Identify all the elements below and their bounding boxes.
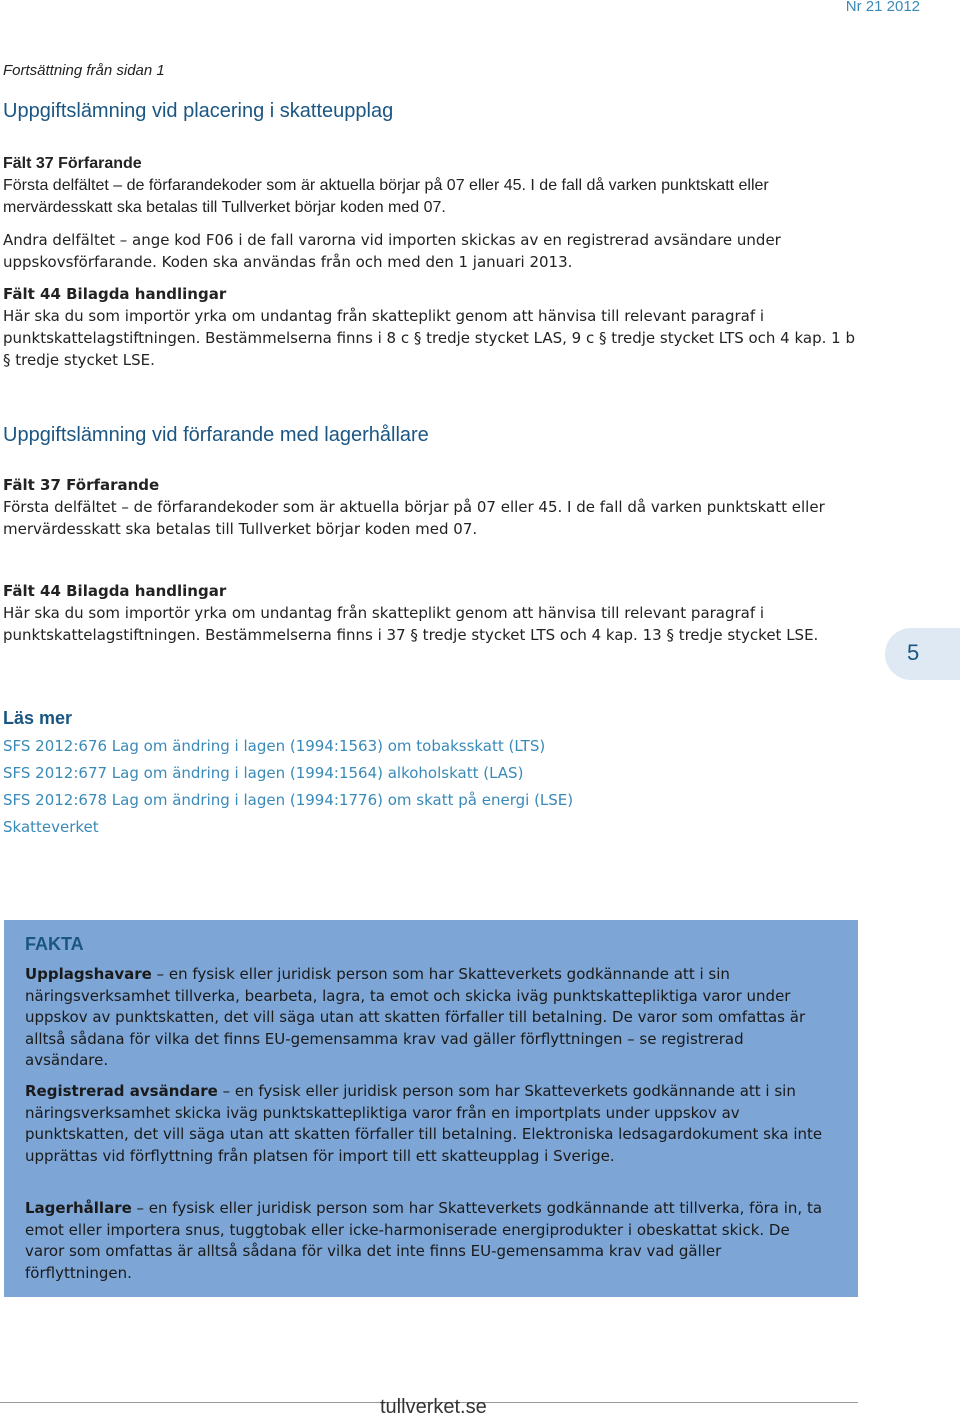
continued-note: Fortsättning från sidan 1 — [3, 62, 165, 79]
definition-lagerhallare: – en fysisk eller juridisk person som har Skatteverkets godkännande att tillverka, föra in, ta emot eller importera snus, tuggtobak eller icke-harmoniserade energiprodukter i obeskattat skick. De varor som omfattas är alltså sådana för vilka det inte finns EU-gemensamma krav vad gäller förflyttningen. — [25, 1199, 823, 1282]
read-more-title: Läs mer — [3, 708, 73, 728]
fakta-title: FAKTA — [25, 934, 84, 954]
read-more-links — [3, 733, 573, 841]
definition-registrerad-avsandare: – en fysisk eller juridisk person som har Skatteverkets godkännande att i sin näringsverksamhet skicka iväg punktskattepliktiga varor från en importplats under uppskov av punktskatten, det vill säga utan att skatten förfaller till betalning. Elektroniska ledsagardokument ska inte upprättas vid förflyttning från platsen för import till ett skatteupplag i Sverige. — [25, 1082, 823, 1165]
section-title-skatteupplag: Uppgiftslämning vid placering i skatteupplag — [3, 100, 394, 122]
link-skatteverket[interactable]: Skatteverket — [3, 818, 99, 836]
term-upplagshavare: Upplagshavare — [25, 965, 152, 983]
link-sfs-2012-676[interactable]: SFS 2012:676 Lag om ändring i lagen (1994:1563) om tobaksskatt (LTS) — [3, 737, 546, 755]
fakta-box — [4, 920, 858, 1297]
field-44-label: Fält 44 Bilagda handlingar — [3, 582, 227, 600]
field-44-text: Här ska du som importör yrka om undantag från skatteplikt genom att hänvisa till relevant paragraf i punktskattelagstiftningen. Bestämmelserna finns i 8 c § tredje stycket LAS, 9 c § tredje stycket LTS och 4 kap. 1 b § tredje stycket LSE. — [3, 307, 855, 369]
section-skatteupplag-body — [3, 153, 858, 371]
fakta-registrerad-avsandare — [25, 1081, 825, 1167]
field-44-label: Fält 44 Bilagda handlingar — [3, 285, 227, 303]
section-title-lagerhallare: Uppgiftslämning vid förfarande med lagerhållare — [3, 424, 429, 446]
field-37-text-2: Andra delfältet – ange kod F06 i de fall varorna vid importen skickas av en registrerad avsändare under uppskovsförfarande. Koden ska användas från och med den 1 januari 2013. — [3, 231, 781, 271]
term-lagerhallare: Lagerhållare — [25, 1199, 132, 1217]
field-37-text: Första delfältet – de förfarandekoder som är aktuella börjar på 07 eller 45. I de fall då varken punktskatt eller mervärdesskatt ska betalas till Tullverket börjar koden med 07. — [3, 498, 825, 538]
fakta-upplagshavare — [25, 964, 825, 1072]
field-37-label: Fält 37 Förfarande — [3, 476, 160, 494]
footer-site: tullverket.se — [380, 1396, 487, 1418]
link-sfs-2012-678[interactable]: SFS 2012:678 Lag om ändring i lagen (1994:1776) om skatt på energi (LSE) — [3, 791, 574, 809]
field-37-label: Fält 37 Förfarande — [3, 155, 142, 172]
issue-number: Nr 21 2012 — [845, 0, 920, 15]
fakta-lagerhallare — [25, 1198, 825, 1284]
field-37-text-1: Första delfältet – de förfarandekoder som är aktuella börjar på 07 eller 45. I de fall då varken punktskatt eller mervärdesskatt ska betalas till Tullverket börjar koden med 07. — [3, 177, 769, 216]
field-44-text: Här ska du som importör yrka om undantag från skatteplikt genom att hänvisa till relevant paragraf i punktskattelagstiftningen. Bestämmelserna finns i 37 § tredje stycket LTS och 4 kap. 13 § tredje stycket LSE. — [3, 604, 819, 644]
definition-upplagshavare: – en fysisk eller juridisk person som har Skatteverkets godkännande att i sin näringsverksamhet tillverka, bearbeta, lagra, ta emot och skicka iväg punktskattepliktiga varor under uppskov av punktskatten, det vill säga utan att skatten förfaller till betalning. De varor som omfattas är alltså sådana för vilka det finns EU-gemensamma krav vad gäller förflyttningen – se registrerad avsändare. — [25, 965, 806, 1069]
page-number: 5 — [907, 640, 920, 665]
term-registrerad-avsandare: Registrerad avsändare — [25, 1082, 218, 1100]
page-number-tab — [885, 628, 960, 680]
section-lagerhallare-body — [3, 474, 858, 646]
link-sfs-2012-677[interactable]: SFS 2012:677 Lag om ändring i lagen (1994:1564) alkoholskatt (LAS) — [3, 764, 524, 782]
